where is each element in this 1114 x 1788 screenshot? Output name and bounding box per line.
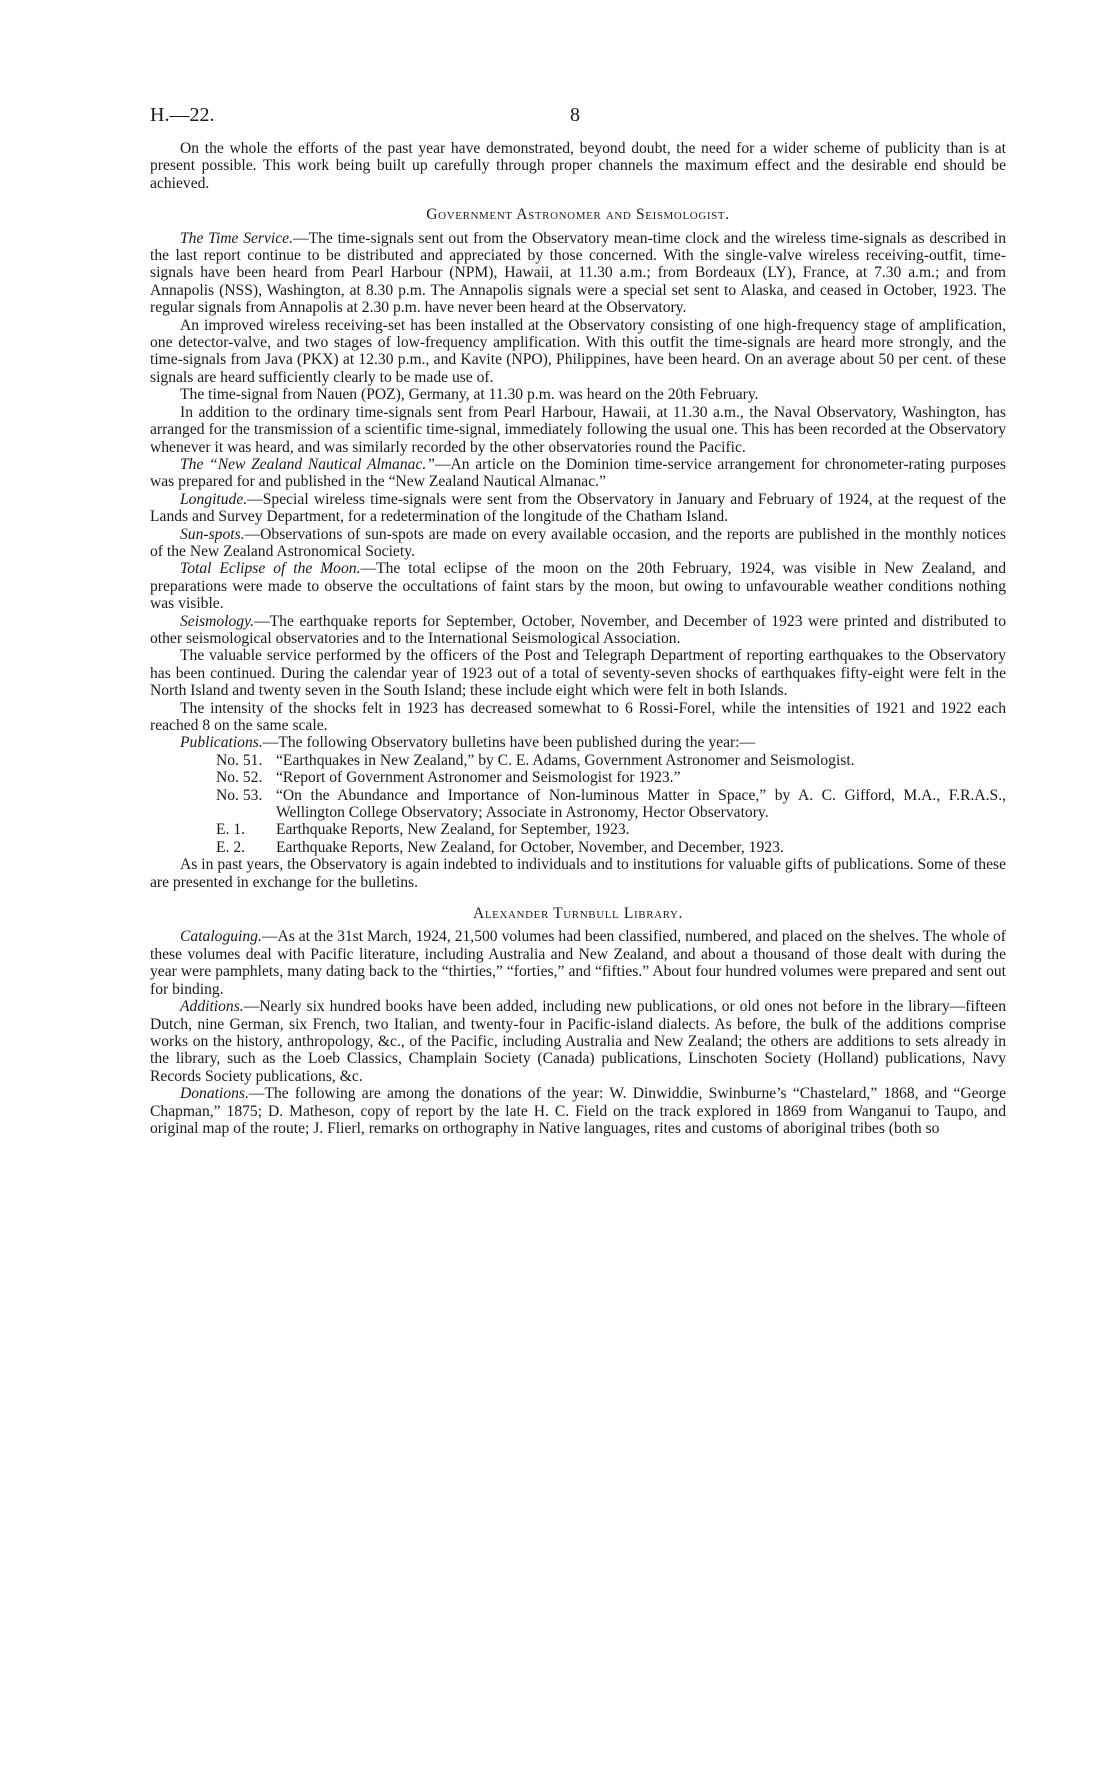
publication-title: Earthquake Reports, New Zealand, for October, November, and December, 1923. [276,838,784,856]
section-heading-astronomer: Government Astronomer and Seismologist. [426,206,730,224]
paragraph-text: —Special wireless time-signals were sent from the Observatory in January and February of 1924, at the request of the Lands and Survey Department, for a redetermination of the longitude of the Chatham Island. [150,490,1006,526]
nauen-paragraph: The time-signal from Nauen (POZ), Germany, at 11.30 p.m. was heard on the 20th February. [180,386,759,404]
paragraph-lead: Total Eclipse of the Moon. [180,560,361,578]
paragraph-text: —The time-signals sent out from the Observatory mean-time clock and the wireless time-signals as described in the last report continue to be distributed and appreciated by those concerned. With the single-valve wireless receiving-outfit, time-signals have been heard from Pearl Harbour (NPM), Hawaii, at 11.30 a.m.; from Bordeaux (LY), France, at 7.30 a.m.; and from Annapolis (NSS), Washington, at 8.30 p.m. The Annapolis signals were a special set sent to Alaska, and ceased in October, 1923. The regular signals from Annapolis at 2.30 p.m. have never been heard at the Observatory. [150,229,1006,317]
intro-paragraph: On the whole the efforts of the past year have demonstrated, beyond doubt, the need for a wider scheme of publicity than is at present possible. This work being built up carefully through proper channels the maximum effect and the desirable end should be achieved. [150,140,1006,192]
document-body [150,140,1006,1137]
paragraph-text: —The total eclipse of the moon on the 20th February, 1924, was visible in New Zealand, and preparations were made to observe the occultations of faint stars by the moon, but owing to unfavourable weather conditions nothing was visible. [150,560,1006,613]
paragraph-lead: The “New Zealand Nautical Almanac.” [180,455,435,473]
publication-number: E. 2. [216,838,246,856]
cataloguing-paragraph [150,928,1006,998]
eclipse-paragraph [150,560,1006,612]
page-number: 8 [570,104,580,126]
additions-paragraph [150,998,1006,1085]
publication-title: “On the Abundance and Importance of Non-luminous Matter in Space,” by A. C. Gifford, M.A., F.R.A.S., Wellington College Observatory; Associate in Astronomy, Hector Observatory. [276,786,1006,822]
post-telegraph-paragraph: The valuable service performed by the officers of the Post and Telegraph Department of reporting earthquakes to the Observatory has been continued. During the calendar year of 1923 out of a total of seventy-seven shocks of earthquakes fifty-eight were felt in the North Island and twenty seven in the South Island; these include eight which were felt in both Islands. [150,647,1006,700]
longitude-paragraph [150,491,1006,526]
publication-number: No. 51. [216,751,263,769]
publication-item [150,839,1006,856]
paragraph-text: —An article on the Dominion time-service arrangement for chronometer-rating purposes was prepared for and published in the “New Zealand Nautical Almanac.” [150,455,1006,491]
publication-title: “Earthquakes in New Zealand,” by C. E. Adams, Government Astronomer and Seismologist. [276,751,855,769]
publication-title: “Report of Government Astronomer and Seismologist for 1923.” [276,769,681,787]
time-service-paragraph [150,230,1006,317]
almanac-paragraph [150,456,1006,491]
publication-item [150,821,1006,838]
paragraph-lead: The Time Service. [180,229,293,247]
paragraph-text: —The earthquake reports for September, October, November, and December of 1923 were printed and distributed to other seismological observatories and to the International Seismological Association. [150,612,1006,647]
page-header [150,104,1006,134]
paragraph-text: —The following are among the donations of the year: W. Dinwiddie, Swinburne’s “Chastelard,” 1868, and “George Chapman,” 1875; D. Matheson, copy of report by the late H. C. Field on the track explored in 1869 from Wanganui to Taupo, and original map of the route; J. Flierl, remarks on orthography in Native languages, rites and customs of aboriginal tribes (both so [150,1085,1006,1137]
paragraph-lead: Sun-spots. [180,525,245,543]
paragraph-text: —As at the 31st March, 1924, 21,500 volumes had been classified, numbered, and placed on the shelves. The whole of these volumes deal with Pacific literature, including Australia and New Zealand, and about a thousand of those dealt with during the year were pamphlets, many dating back to the “thirties,” “forties,” and “fifties.” About four hundred volumes were prepared and sent out for binding. [150,928,1006,998]
gifts-paragraph: As in past years, the Observatory is again indebted to individuals and to institutions for valuable gifts of publications. Some of these are presented in exchange for the bulletins. [150,856,1006,891]
publications-paragraph [150,734,1006,751]
paragraph-lead: Publications. [180,734,263,752]
paragraph-text: —Observations of sun-spots are made on every available occasion, and the reports are published in the monthly notices of the New Zealand Astronomical Society. [150,525,1006,560]
paragraph-lead: Seismology. [180,612,255,630]
publication-item [150,752,1006,769]
wireless-set-paragraph: An improved wireless receiving-set has been installed at the Observatory consisting of one high-frequency stage of amplification, one detector-valve, and two stages of low-frequency amplification. With this outfit the time-signals are heard more strongly, and the time-signals from Java (PKX) at 12.30 p.m., and Kavite (NPO), Philippines, have been heard. On an average about 50 per cent. of these signals are heard sufficiently clearly to be made use of. [150,316,1006,386]
publication-item [150,787,1006,822]
paragraph-lead: Additions. [180,998,244,1016]
paragraph-lead: Cataloguing. [180,928,262,946]
donations-paragraph [150,1085,1006,1137]
paragraph-lead: Donations. [180,1085,249,1103]
paragraph-text: —The following Observatory bulletins have been published during the year:— [262,734,756,752]
intensity-paragraph: The intensity of the shocks felt in 1923 has decreased somewhat to 6 Rossi-Forel, while the intensities of 1921 and 1922 each reached 8 on the same scale. [150,699,1006,734]
section-heading-turnbull: Alexander Turnbull Library. [472,905,684,923]
naval-observatory-paragraph: In addition to the ordinary time-signals sent from Pearl Harbour, Hawaii, at 11.30 a.m., the Naval Observatory, Washington, has arranged for the transmission of a scientific time-signal, immediately following the usual one. This has been recorded at the Observatory whenever it was heard, and was similarly recorded by the other observatories round the Pacific. [150,403,1006,456]
paragraph-text: —Nearly six hundred books have been added, including new publications, or old ones not before in the library—fifteen Dutch, nine German, six French, two Italian, and twenty-four in Pacific-island dialects. As before, the bulk of the additions comprise works on the history, anthropology, &c., of the Pacific, including Australia and New Zealand; the others are additions to sets already in the library, such as the Loeb Classics, Champlain Society (Canada) publications, Linschoten Society (Holland) publications, Navy Records Society publications, &c. [150,998,1006,1085]
publication-title: Earthquake Reports, New Zealand, for September, 1923. [276,821,630,839]
publication-number: E. 1. [216,821,246,839]
sunspots-paragraph [150,526,1006,561]
paragraph-lead: Longitude. [180,490,248,508]
publication-item [150,769,1006,786]
publication-number: No. 52. [216,769,263,787]
seismology-paragraph [150,613,1006,648]
document-reference: H.—22. [150,104,215,126]
publication-number: No. 53. [216,786,263,804]
